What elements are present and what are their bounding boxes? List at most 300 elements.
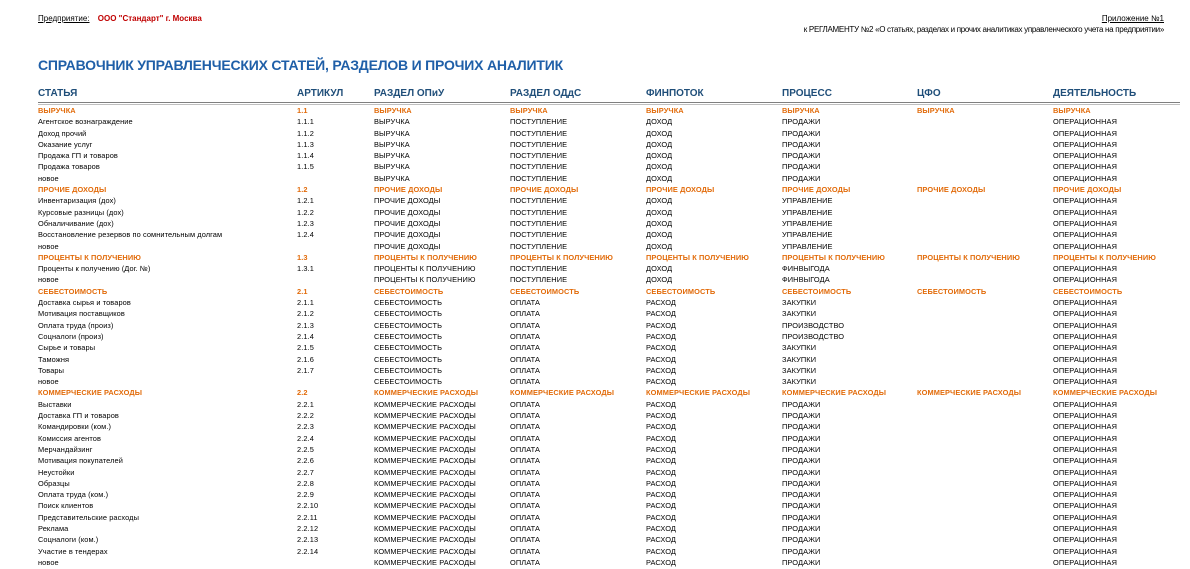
table-cell: ФИНВЫГОДА [782, 264, 830, 274]
table-cell: ЗАКУПКИ [782, 377, 817, 387]
table-cell: ПОСТУПЛЕНИЕ [510, 230, 568, 240]
table-cell: 1.1.2 [297, 128, 314, 138]
table-header [38, 88, 1180, 103]
table-cell: Мерчандайзинг [38, 444, 93, 454]
table-row [38, 161, 1180, 172]
table-cell: новое [38, 173, 59, 183]
table-cell: ВЫРУЧКА [374, 128, 410, 138]
table-row [38, 489, 1180, 500]
table-cell: Продажа товаров [38, 162, 100, 172]
table-row [38, 354, 1180, 365]
table-cell: КОММЕРЧЕСКИЕ РАСХОДЫ [510, 388, 615, 398]
table-cell: ПРОЧИЕ ДОХОДЫ [374, 241, 441, 251]
table-cell: КОММЕРЧЕСКИЕ РАСХОДЫ [374, 557, 476, 567]
table-cell: ЗАКУПКИ [782, 365, 817, 375]
table-row [38, 546, 1180, 557]
table-cell: ВЫРУЧКА [374, 162, 410, 172]
table-cell: КОММЕРЧЕСКИЕ РАСХОДЫ [374, 546, 476, 556]
table-cell: ОПЕРАЦИОННАЯ [1053, 230, 1118, 240]
table-cell: ОПЛАТА [510, 546, 541, 556]
table-cell: СЕБЕСТОИМОСТЬ [374, 331, 443, 341]
group-row [38, 252, 1180, 263]
table-cell: ПРОЧИЕ ДОХОДЫ [374, 185, 443, 195]
table-cell: ПРОЧИЕ ДОХОДЫ [782, 185, 851, 195]
table-cell: ОПЕРАЦИОННАЯ [1053, 478, 1118, 488]
table-cell: ПОСТУПЛЕНИЕ [510, 117, 568, 127]
table-cell: ДОХОД [646, 207, 673, 217]
table-cell: ПОСТУПЛЕНИЕ [510, 264, 568, 274]
table-cell: 2.2.8 [297, 478, 314, 488]
table-cell: новое [38, 557, 59, 567]
table-cell: ОПЕРАЦИОННАЯ [1053, 343, 1118, 353]
table-cell: ПРОЦЕНТЫ К ПОЛУЧЕНИЮ [646, 252, 749, 262]
table-cell: ДОХОД [646, 128, 673, 138]
table-cell: РАСХОД [646, 343, 676, 353]
table-cell: Продажа ГП и товаров [38, 151, 118, 161]
table-cell: КОММЕРЧЕСКИЕ РАСХОДЫ [374, 399, 476, 409]
table-cell: ПРОЧИЕ ДОХОДЫ [38, 185, 107, 195]
table-cell: РАСХОД [646, 501, 676, 511]
table-cell: Оплата труда (ком.) [38, 490, 109, 500]
group-row [38, 387, 1180, 398]
table-cell: Соцналоги (произ) [38, 331, 104, 341]
table-cell: ПОСТУПЛЕНИЕ [510, 241, 568, 251]
column-header: ФИНПОТОК [646, 88, 704, 99]
table-cell: РАСХОД [646, 444, 676, 454]
table-row [38, 331, 1180, 342]
table-cell: КОММЕРЧЕСКИЕ РАСХОДЫ [374, 467, 476, 477]
table-cell: новое [38, 241, 59, 251]
enterprise-value: ООО "Стандарт" г. Москва [97, 14, 202, 23]
table-cell: Восстановление резервов по сомнительным долгам [38, 230, 223, 240]
table-cell: ДОХОД [646, 241, 673, 251]
table-cell: 2.2.3 [297, 422, 314, 432]
table-cell: КОММЕРЧЕСКИЕ РАСХОДЫ [374, 535, 476, 545]
table-cell: ПРОДАЖИ [782, 128, 821, 138]
table-cell: ДОХОД [646, 117, 673, 127]
table-cell: ПРОДАЖИ [782, 456, 821, 466]
table-cell: РАСХОД [646, 411, 676, 421]
table-row [38, 229, 1180, 240]
table-cell: 2.2.6 [297, 456, 314, 466]
table-cell: КОММЕРЧЕСКИЕ РАСХОДЫ [374, 490, 476, 500]
table-cell: ДОХОД [646, 218, 673, 228]
table-cell: Комиссия агентов [38, 433, 101, 443]
table-cell: УПРАВЛЕНИЕ [782, 230, 833, 240]
table-cell: ФИНВЫГОДА [782, 275, 830, 285]
table-cell: ПРОЧИЕ ДОХОДЫ [646, 185, 715, 195]
column-header: ЦФО [917, 88, 941, 99]
table-cell: ВЫРУЧКА [917, 106, 955, 115]
table-cell: 1.3 [297, 252, 308, 262]
table-cell: КОММЕРЧЕСКИЕ РАСХОДЫ [1053, 388, 1158, 398]
table-cell: ОПЕРАЦИОННАЯ [1053, 117, 1118, 127]
table-row [38, 399, 1180, 410]
table-cell: Оплата труда (произ) [38, 320, 114, 330]
table-cell: ПОСТУПЛЕНИЕ [510, 207, 568, 217]
table-cell: ПРОДАЖИ [782, 139, 821, 149]
table-cell: КОММЕРЧЕСКИЕ РАСХОДЫ [646, 388, 751, 398]
table-cell: ОПЛАТА [510, 331, 541, 341]
table-cell: Поиск клиентов [38, 501, 94, 511]
table-cell: Соцналоги (ком.) [38, 535, 99, 545]
table-cell: ОПЛАТА [510, 422, 541, 432]
table-cell: ОПЕРАЦИОННАЯ [1053, 512, 1118, 522]
column-header: ДЕЯТЕЛЬНОСТЬ [1053, 88, 1137, 99]
table-cell: ПРОДАЖИ [782, 535, 821, 545]
table-cell: СЕБЕСТОИМОСТЬ [374, 365, 443, 375]
table-cell: ОПЛАТА [510, 411, 541, 421]
enterprise-line [38, 14, 202, 23]
table-cell: ПРОЧИЕ ДОХОДЫ [374, 207, 441, 217]
page-title: СПРАВОЧНИК УПРАВЛЕНЧЕСКИХ СТАТЕЙ, РАЗДЕЛОВ И ПРОЧИХ АНАЛИТИК [38, 57, 563, 73]
table-body [38, 105, 1180, 568]
table-cell: ОПЛАТА [510, 478, 541, 488]
table-cell: 2.2.12 [297, 523, 319, 533]
table-cell: ПРОИЗВОДСТВО [782, 320, 845, 330]
table-row [38, 150, 1180, 161]
table-cell: ОПЛАТА [510, 501, 541, 511]
table-row [38, 478, 1180, 489]
table-cell: ПОСТУПЛЕНИЕ [510, 218, 568, 228]
table-cell: ПРОДАЖИ [782, 546, 821, 556]
appendix-label: Приложение №1 [1101, 14, 1164, 23]
table-cell: РАСХОД [646, 331, 676, 341]
table-cell: ПРОЧИЕ ДОХОДЫ [917, 185, 986, 195]
column-header: АРТИКУЛ [297, 88, 344, 99]
table-cell: 1.1.5 [297, 162, 314, 172]
table-cell: ПРОДАЖИ [782, 117, 821, 127]
table-cell: ОПЛАТА [510, 309, 541, 319]
table-cell: ОПЕРАЦИОННАЯ [1053, 354, 1118, 364]
table-cell: ПРОЦЕНТЫ К ПОЛУЧЕНИЮ [374, 264, 476, 274]
table-cell: РАСХОД [646, 456, 676, 466]
table-cell: РАСХОД [646, 422, 676, 432]
table-cell: РАСХОД [646, 535, 676, 545]
table-cell: ОПЕРАЦИОННАЯ [1053, 162, 1118, 172]
table-cell: Доход прочий [38, 128, 87, 138]
table-cell: ОПЕРАЦИОННАЯ [1053, 433, 1118, 443]
table-cell: ОПЛАТА [510, 444, 541, 454]
table-cell: РАСХОД [646, 467, 676, 477]
table-row [38, 320, 1180, 331]
table-cell: РАСХОД [646, 377, 676, 387]
table-cell: 1.1 [297, 106, 308, 115]
table-cell: Обналичивание (дох) [38, 218, 114, 228]
table-cell: новое [38, 377, 59, 387]
table-cell: ПОСТУПЛЕНИЕ [510, 128, 568, 138]
table-cell: Выставки [38, 399, 72, 409]
table-row [38, 376, 1180, 387]
table-cell: 2.1.6 [297, 354, 314, 364]
table-cell: РАСХОД [646, 365, 676, 375]
table-row [38, 195, 1180, 206]
group-row [38, 286, 1180, 297]
table-cell: КОММЕРЧЕСКИЕ РАСХОДЫ [782, 388, 887, 398]
table-cell: 2.1.4 [297, 331, 314, 341]
table-row [38, 207, 1180, 218]
table-cell: ДОХОД [646, 196, 673, 206]
table-cell: РАСХОД [646, 490, 676, 500]
table-cell: ОПЕРАЦИОННАЯ [1053, 523, 1118, 533]
table-cell: ПРОДАЖИ [782, 490, 821, 500]
table-cell: ПОСТУПЛЕНИЕ [510, 139, 568, 149]
table-cell: УПРАВЛЕНИЕ [782, 241, 833, 251]
table-cell: 1.2 [297, 185, 308, 195]
table-cell: 1.1.4 [297, 151, 314, 161]
table-cell: ВЫРУЧКА [646, 106, 684, 115]
table-cell: ПРОЦЕНТЫ К ПОЛУЧЕНИЮ [510, 252, 613, 262]
table-cell: 2.2.1 [297, 399, 314, 409]
table-cell: ОПЕРАЦИОННАЯ [1053, 399, 1118, 409]
table-cell: ОПЕРАЦИОННАЯ [1053, 298, 1118, 308]
table-cell: РАСХОД [646, 309, 676, 319]
table-row [38, 455, 1180, 466]
table-cell: ОПЕРАЦИОННАЯ [1053, 377, 1118, 387]
table-cell: РАСХОД [646, 478, 676, 488]
table-cell: ОПЛАТА [510, 354, 541, 364]
column-header: РАЗДЕЛ ОДдС [510, 88, 582, 99]
table-cell: ОПЛАТА [510, 490, 541, 500]
table-row [38, 128, 1180, 139]
table-cell: СЕБЕСТОИМОСТЬ [646, 286, 716, 296]
table-cell: Агентское вознаграждение [38, 117, 133, 127]
table-cell: СЕБЕСТОИМОСТЬ [38, 286, 108, 296]
table-cell: ОПЕРАЦИОННАЯ [1053, 411, 1118, 421]
table-cell: СЕБЕСТОИМОСТЬ [782, 286, 852, 296]
table-cell: 2.2.5 [297, 444, 314, 454]
table-cell: КОММЕРЧЕСКИЕ РАСХОДЫ [374, 388, 479, 398]
table-cell: ПРОЦЕНТЫ К ПОЛУЧЕНИЮ [917, 252, 1020, 262]
table-cell: ПРОЦЕНТЫ К ПОЛУЧЕНИЮ [374, 252, 477, 262]
table-cell: 1.2.2 [297, 207, 314, 217]
table-cell: 2.2.13 [297, 535, 319, 545]
table-cell: ПРОДАЖИ [782, 512, 821, 522]
table-cell: ПРОЧИЕ ДОХОДЫ [374, 218, 441, 228]
table-cell: ПРОЦЕНТЫ К ПОЛУЧЕНИЮ [1053, 252, 1156, 262]
table-cell: ДОХОД [646, 151, 673, 161]
table-cell: ЗАКУПКИ [782, 298, 817, 308]
table-cell: ДОХОД [646, 173, 673, 183]
table-cell: РАСХОД [646, 298, 676, 308]
table-cell: ОПЕРАЦИОННАЯ [1053, 128, 1118, 138]
group-row [38, 105, 1180, 116]
table-cell: ОПЕРАЦИОННАЯ [1053, 546, 1118, 556]
table-row [38, 218, 1180, 229]
column-header: ПРОЦЕСС [782, 88, 832, 99]
table-cell: РАСХОД [646, 523, 676, 533]
table-cell: ОПЛАТА [510, 377, 541, 387]
table-row [38, 365, 1180, 376]
table-cell: 2.1.7 [297, 365, 314, 375]
table-cell: СЕБЕСТОИМОСТЬ [374, 354, 443, 364]
table-cell: ОПЕРАЦИОННАЯ [1053, 173, 1118, 183]
table-row [38, 173, 1180, 184]
table-cell: Командировки (ком.) [38, 422, 112, 432]
table-cell: Доставка сырья и товаров [38, 298, 131, 308]
table-cell: ОПЛАТА [510, 456, 541, 466]
articles-table [38, 88, 1180, 568]
table-cell: ПРОДАЖИ [782, 444, 821, 454]
table-cell: ОПЕРАЦИОННАЯ [1053, 501, 1118, 511]
table-cell: ВЫРУЧКА [374, 106, 412, 115]
reglament-label: к РЕГЛАМЕНТУ №2 «О статьях, разделах и прочих аналитиках управленческого учета на предприятии» [803, 25, 1164, 34]
table-cell: 2.2.7 [297, 467, 314, 477]
table-cell: ОПЕРАЦИОННАЯ [1053, 309, 1118, 319]
table-cell: ВЫРУЧКА [38, 106, 76, 115]
table-cell: ВЫРУЧКА [374, 117, 410, 127]
table-cell: 2.2 [297, 388, 308, 398]
table-cell: СЕБЕСТОИМОСТЬ [374, 286, 444, 296]
table-cell: 2.1.5 [297, 343, 314, 353]
table-cell: ОПЕРАЦИОННАЯ [1053, 422, 1118, 432]
table-cell: 2.1.3 [297, 320, 314, 330]
table-row [38, 534, 1180, 545]
table-cell: 2.2.2 [297, 411, 314, 421]
table-cell: ОПЛАТА [510, 535, 541, 545]
table-cell: ОПЛАТА [510, 467, 541, 477]
table-cell: ВЫРУЧКА [374, 151, 410, 161]
table-cell: ПРОДАЖИ [782, 501, 821, 511]
table-cell: ОПЕРАЦИОННАЯ [1053, 444, 1118, 454]
table-cell: РАСХОД [646, 557, 676, 567]
table-cell: ПОСТУПЛЕНИЕ [510, 173, 568, 183]
table-cell: ОПЛАТА [510, 343, 541, 353]
table-cell: СЕБЕСТОИМОСТЬ [1053, 286, 1123, 296]
table-cell: ОПЕРАЦИОННАЯ [1053, 264, 1118, 274]
table-row [38, 342, 1180, 353]
table-cell: 1.2.4 [297, 230, 314, 240]
table-cell: ВЫРУЧКА [782, 106, 820, 115]
table-cell: 2.2.9 [297, 490, 314, 500]
table-cell: 1.2.1 [297, 196, 314, 206]
table-row [38, 500, 1180, 511]
table-cell: ВЫРУЧКА [374, 173, 410, 183]
table-row [38, 410, 1180, 421]
table-cell: ОПЕРАЦИОННАЯ [1053, 490, 1118, 500]
table-cell: ОПЛАТА [510, 320, 541, 330]
table-cell: ОПЕРАЦИОННАЯ [1053, 139, 1118, 149]
table-cell: 2.2.4 [297, 433, 314, 443]
table-cell: ОПЕРАЦИОННАЯ [1053, 365, 1118, 375]
table-cell: ПОСТУПЛЕНИЕ [510, 151, 568, 161]
table-cell: 2.2.11 [297, 512, 318, 522]
table-cell: РАСХОД [646, 546, 676, 556]
table-cell: ПРОЦЕНТЫ К ПОЛУЧЕНИЮ [374, 275, 476, 285]
table-cell: Представительские расходы [38, 512, 139, 522]
table-cell: ПРОЧИЕ ДОХОДЫ [374, 196, 441, 206]
table-cell: ПРОДАЖИ [782, 151, 821, 161]
column-header: СТАТЬЯ [38, 88, 78, 99]
table-cell: Участие в тендерах [38, 546, 108, 556]
table-cell: ПРОИЗВОДСТВО [782, 331, 845, 341]
table-cell: ПРОДАЖИ [782, 557, 821, 567]
table-cell: ОПЕРАЦИОННАЯ [1053, 456, 1118, 466]
table-cell: УПРАВЛЕНИЕ [782, 218, 833, 228]
table-row [38, 297, 1180, 308]
table-cell: 2.2.14 [297, 546, 319, 556]
table-cell: Неустойки [38, 467, 75, 477]
table-cell: ОПЕРАЦИОННАЯ [1053, 535, 1118, 545]
table-cell: ДОХОД [646, 230, 673, 240]
table-cell: 2.1.1 [297, 298, 314, 308]
table-cell: ОПЕРАЦИОННАЯ [1053, 275, 1118, 285]
table-cell: УПРАВЛЕНИЕ [782, 196, 833, 206]
table-cell: 1.1.1 [297, 117, 314, 127]
table-cell: СЕБЕСТОИМОСТЬ [917, 286, 987, 296]
table-cell: ПРОДАЖИ [782, 478, 821, 488]
table-cell: КОММЕРЧЕСКИЕ РАСХОДЫ [374, 422, 476, 432]
table-cell: ДОХОД [646, 139, 673, 149]
table-cell: КОММЕРЧЕСКИЕ РАСХОДЫ [38, 388, 143, 398]
table-cell: КОММЕРЧЕСКИЕ РАСХОДЫ [374, 501, 476, 511]
table-cell: ДОХОД [646, 162, 673, 172]
table-cell: СЕБЕСТОИМОСТЬ [374, 298, 443, 308]
table-row [38, 467, 1180, 478]
table-cell: ОПЕРАЦИОННАЯ [1053, 331, 1118, 341]
table-cell: РАСХОД [646, 354, 676, 364]
table-cell: Инвентаризация (дох) [38, 196, 116, 206]
table-cell: 1.3.1 [297, 264, 314, 274]
table-cell: ПРОЧИЕ ДОХОДЫ [374, 230, 441, 240]
table-cell: 2.1 [297, 286, 308, 296]
table-cell: ПРОДАЖИ [782, 411, 821, 421]
table-row [38, 263, 1180, 274]
table-cell: КОММЕРЧЕСКИЕ РАСХОДЫ [374, 523, 476, 533]
table-cell: Курсовые разницы (дох) [38, 207, 124, 217]
table-cell: КОММЕРЧЕСКИЕ РАСХОДЫ [374, 512, 476, 522]
table-cell: КОММЕРЧЕСКИЕ РАСХОДЫ [374, 433, 476, 443]
table-cell: РАСХОД [646, 399, 676, 409]
table-cell: Товары [38, 365, 65, 375]
table-cell: ВЫРУЧКА [510, 106, 548, 115]
table-row [38, 512, 1180, 523]
table-cell: ЗАКУПКИ [782, 354, 817, 364]
table-cell: РАСХОД [646, 512, 676, 522]
table-row [38, 274, 1180, 285]
table-cell: 2.1.2 [297, 309, 314, 319]
table-cell: ОПЛАТА [510, 512, 541, 522]
table-cell: ПРОДАЖИ [782, 173, 821, 183]
table-cell: Проценты к получению (Дог. №) [38, 264, 151, 274]
table-cell: РАСХОД [646, 320, 676, 330]
table-cell: ОПЛАТА [510, 433, 541, 443]
table-cell: ЗАКУПКИ [782, 309, 817, 319]
table-row [38, 116, 1180, 127]
table-cell: Мотивация поставщиков [38, 309, 125, 319]
table-cell: ОПЛАТА [510, 557, 541, 567]
table-cell: Образцы [38, 478, 70, 488]
table-cell: ОПЕРАЦИОННАЯ [1053, 196, 1118, 206]
table-cell: СЕБЕСТОИМОСТЬ [374, 343, 443, 353]
table-cell: СЕБЕСТОИМОСТЬ [374, 320, 443, 330]
table-cell: КОММЕРЧЕСКИЕ РАСХОДЫ [917, 388, 1022, 398]
table-cell: ПОСТУПЛЕНИЕ [510, 196, 568, 206]
table-cell: новое [38, 275, 59, 285]
table-cell: 1.2.3 [297, 218, 314, 228]
table-row [38, 444, 1180, 455]
table-cell: СЕБЕСТОИМОСТЬ [374, 309, 443, 319]
table-cell: ПРОДАЖИ [782, 162, 821, 172]
table-cell: Мотивация покупателей [38, 456, 123, 466]
table-cell: ПРОДАЖИ [782, 433, 821, 443]
table-cell: Доставка ГП и товаров [38, 411, 119, 421]
table-cell: ОПЕРАЦИОННАЯ [1053, 218, 1118, 228]
table-cell: КОММЕРЧЕСКИЕ РАСХОДЫ [374, 478, 476, 488]
table-cell: ОПЕРАЦИОННАЯ [1053, 151, 1118, 161]
table-cell: КОММЕРЧЕСКИЕ РАСХОДЫ [374, 411, 476, 421]
table-cell: ПРОДАЖИ [782, 523, 821, 533]
